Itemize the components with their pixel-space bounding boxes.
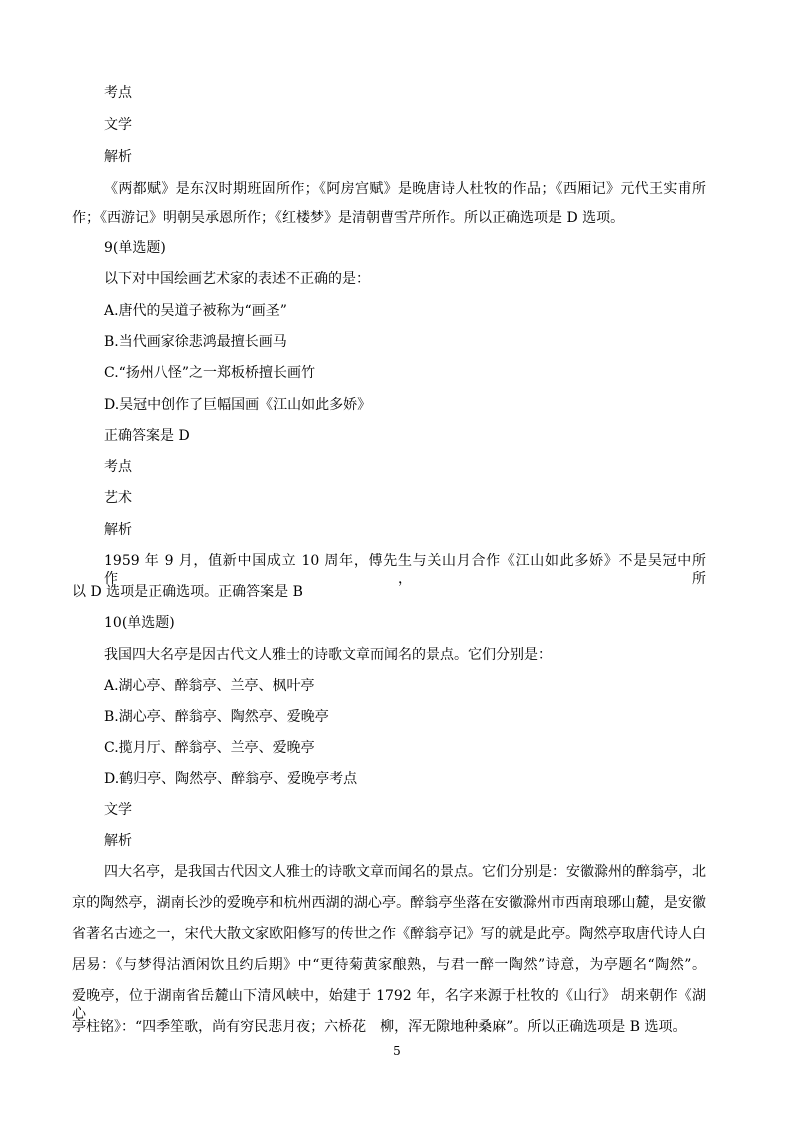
q9-kaodian-label: 考点 bbox=[104, 459, 132, 475]
q9-option-a: A.唐代的吴道子被称为“画圣” bbox=[104, 303, 287, 319]
q9-kaodian-value: 艺术 bbox=[104, 490, 132, 506]
q9-option-b: B.当代画家徐悲鸿最擅长画马 bbox=[104, 334, 287, 350]
q9-jiexi-label: 解析 bbox=[104, 522, 132, 538]
q8-explanation-line-1: 《两都赋》是东汉时期班固所作；《阿房宫赋》是晚唐诗人杜牧的作品；《西厢记》元代王实甫所 bbox=[104, 181, 706, 197]
page-number: 5 bbox=[393, 1044, 401, 1058]
q8-explanation-line-2: 作；《西游记》明朝吴承恩所作；《红楼梦》是清朝曹雪芹所作。所以正确选项是 D 选项。 bbox=[72, 210, 625, 226]
q10-stem: 我国四大名亭是因古代文人雅士的诗歌文章而闻名的景点。它们分别是： bbox=[104, 647, 552, 663]
q9-header: 9(单选题) bbox=[104, 240, 166, 256]
q8-kaodian-label: 考点 bbox=[104, 85, 132, 101]
q10-explanation-line-3: 省著名古迹之一，宋代大散文家欧阳修写的传世之作《醉翁亭记》写的就是此亭。陶然亭取唐代诗人白 bbox=[72, 926, 706, 942]
q10-explanation-line-4: 居易：《与梦得沽酒闲饮且约后期》中“更待菊黄家酿熟，与君一醉一陶然”诗意，为亭题名“陶然”。 bbox=[72, 957, 706, 973]
q9-explanation-line-1: 1959 年 9 月，值新中国成立 10 周年，傅先生与关山月合作《江山如此多娇》不是吴冠中所作，所 bbox=[104, 553, 706, 587]
q8-jiexi-label: 解析 bbox=[104, 149, 132, 165]
q9-option-c: C.“扬州八怪”之一郑板桥擅长画竹 bbox=[104, 365, 315, 381]
q10-explanation-line-2: 京的陶然亭，湖南长沙的爱晚亭和杭州西湖的湖心亭。醉翁亭坐落在安徽滁州市西南琅琊山麓，是安徽 bbox=[72, 895, 706, 911]
q10-kaodian-value: 文学 bbox=[104, 802, 132, 818]
q9-option-d: D.吴冠中创作了巨幅国画《江山如此多娇》 bbox=[104, 397, 372, 413]
q10-option-a: A.湖心亭、醉翁亭、兰亭、枫叶亭 bbox=[104, 678, 315, 694]
q10-option-d: D.鹤归亭、陶然亭、醉翁亭、爱晚亭考点 bbox=[104, 771, 358, 787]
q9-stem: 以下对中国绘画艺术家的表述不正确的是： bbox=[104, 271, 370, 287]
q9-explanation-line-2: 以 D 选项是正确选项。正确答案是 B bbox=[72, 584, 303, 600]
q9-answer: 正确答案是 D bbox=[104, 428, 190, 444]
q8-kaodian-value: 文学 bbox=[104, 117, 132, 133]
q10-explanation-line-5: 爱晚亭，位于湖南省岳麓山下清风峡中，始建于 1792 年，名字来源于杜牧的《山行》 胡来朝作《湖心 bbox=[72, 988, 706, 1022]
q10-explanation-line-1: 四大名亭，是我国古代因文人雅士的诗歌文章而闻名的景点。它们分别是：安徽滁州的醉翁亭，北 bbox=[104, 864, 706, 880]
q10-option-c: C.揽月厅、醉翁亭、兰亭、爱晚亭 bbox=[104, 740, 315, 756]
q10-jiexi-label: 解析 bbox=[104, 833, 132, 849]
q10-explanation-line-6: 亭柱铭》：“四季笙歌，尚有穷民悲月夜；六桥花 柳，浑无隙地种桑麻”。所以正确选项是 B 选项。 bbox=[72, 1019, 687, 1035]
q10-header: 10(单选题) bbox=[104, 615, 175, 631]
q10-option-b: B.湖心亭、醉翁亭、陶然亭、爱晚亭 bbox=[104, 709, 329, 725]
